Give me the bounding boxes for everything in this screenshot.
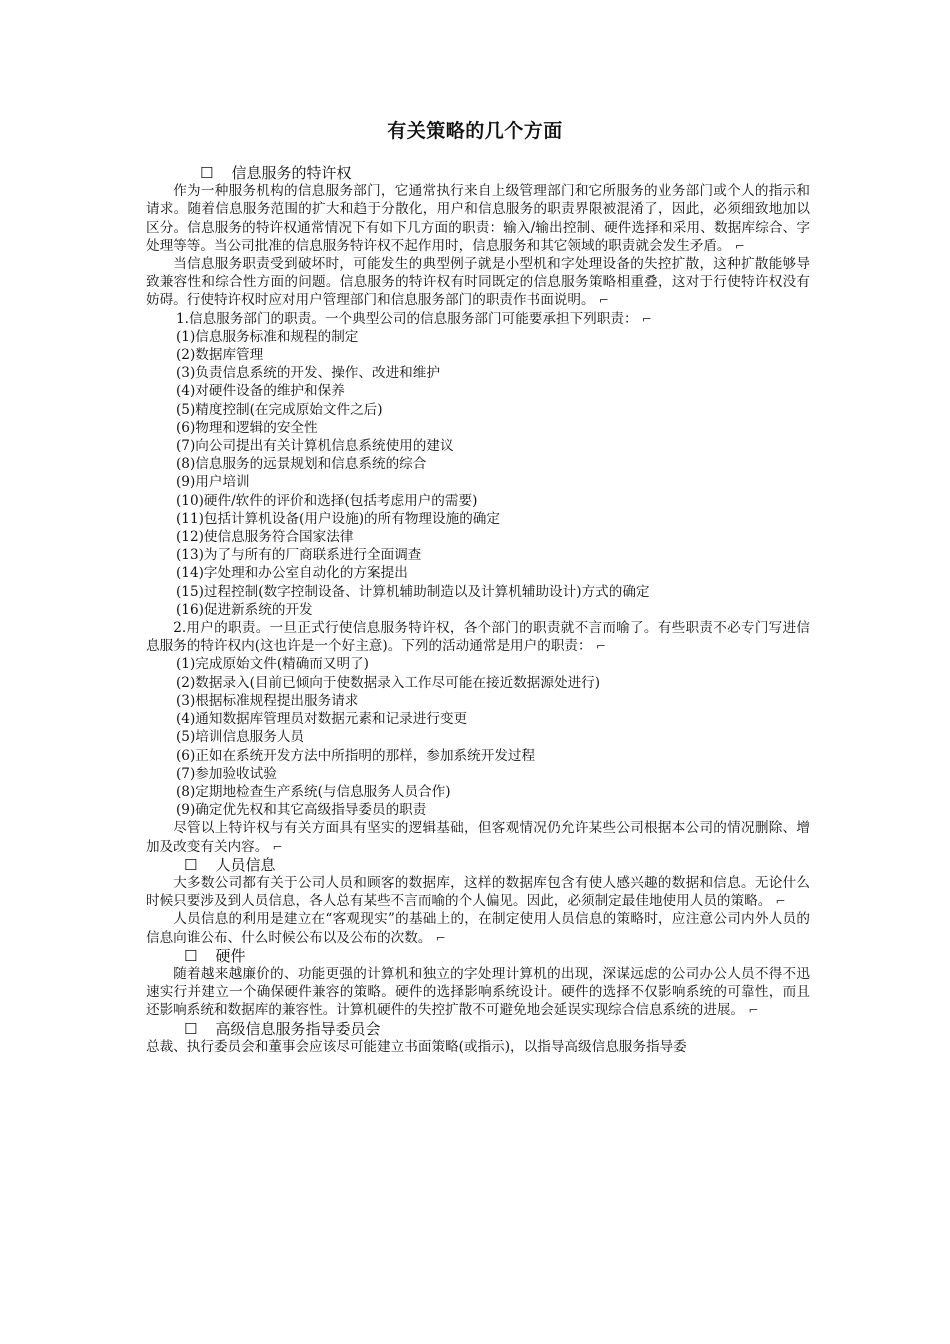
- list-item: (6)正如在系统开发方法中所指明的那样，参加系统开发过程: [176, 747, 536, 764]
- document-body: [146, 164, 810, 1056]
- section-heading-personnel: ☐ 人员信息: [184, 855, 276, 874]
- section-heading-franchise: ☐ 信息服务的特许权: [200, 164, 352, 182]
- list-item: (12)使信息服务符合国家法律: [176, 529, 354, 546]
- list-item: (8)定期地检查生产系统(与信息服务人员合作): [176, 783, 451, 800]
- paragraph: 总裁、执行委员会和董事会应该尽可能建立书面策略(或指示)，以指导高级信息服务指导委: [146, 1038, 687, 1055]
- section-heading-steering-committee: ☐ 高级信息服务指导委员会: [184, 1019, 381, 1038]
- list-intro: 1.信息服务部门的职责。一个典型公司的信息服务部门可能要承担下列职责： ⌐: [176, 310, 652, 327]
- list-item: (1)完成原始文件(精确而又明了): [176, 656, 369, 673]
- list-item: (9)用户培训: [176, 474, 250, 491]
- list-item: (9)确定优先权和其它高级指导委员的职责: [176, 802, 427, 819]
- paragraph: 尽管以上特许权与有关方面具有坚实的逻辑基础，但客观情况仍允许某些公司根据本公司的情况删除、增加及改变有关内容。 ⌐: [146, 820, 810, 855]
- list-item: (7)向公司提出有关计算机信息系统使用的建议: [176, 438, 454, 455]
- paragraph: 当信息服务职责受到破坏时，可能发生的典型例子就是小型机和字处理设备的失控扩散，这种扩散能够导致兼容性和综合性方面的问题。信息服务的特许权有时同既定的信息服务策略相重叠，这对于行使特许权没有妨碍。行使特许权时应对用户管理部门和信息服务部门的职责作书面说明。 ⌐: [146, 256, 810, 309]
- document-title: 有关策略的几个方面: [387, 120, 563, 142]
- list-item: (16)促进新系统的开发: [176, 601, 313, 618]
- list-item: (8)信息服务的远景规划和信息系统的综合: [176, 456, 427, 473]
- checkbox-icon: ☐: [184, 946, 198, 965]
- paragraph: 2.用户的职责。一旦正式行使信息服务特许权，各个部门的职责就不言而喻了。有些职责不必专门写进信息服务的特许权内(这也许是一个好主意)。下列的活动通常是用户的职责： ⌐: [146, 620, 810, 655]
- list-item: (6)物理和逻辑的安全性: [176, 419, 318, 436]
- paragraph: 大多数公司都有关于公司人员和顾客的数据库，这样的数据库包含有使人感兴趣的数据和信息。无论什么时候只要涉及到人员信息，各人总有某些不言而喻的个人偏见。因此，必须制定最佳地使用人员的策略。 ⌐: [146, 874, 810, 910]
- paragraph: 作为一种服务机构的信息服务部门，它通常执行来自上级管理部门和它所服务的业务部门或个人的指示和请求。随着信息服务范围的扩大和趋于分散化，用户和信息服务的职责界限被混淆了，因此，必须细致地加以区分。信息服务的特许权通常情况下有如下几方面的职责：输入/输出控制、硬件选择和采用、数据库综合、字处理等等。当公司批准的信息服务特许权不起作用时，信息服务和其它领域的职责就会发生矛盾。 ⌐: [146, 183, 810, 254]
- paragraph: 随着越来越廉价的、功能更强的计算机和独立的字处理计算机的出现，深谋远虑的公司办公人员不得不迅速实行并建立一个确保硬件兼容的策略。硬件的选择影响系统设计。硬件的选择不仅影响系统的可靠性，而且还影响系统和数据库的兼容性。计算机硬件的失控扩散不可避免地会延误实现综合信息系统的进展。 ⌐: [146, 965, 810, 1019]
- list-item: (1)信息服务标准和规程的制定: [176, 328, 359, 345]
- list-item: (7)参加验收试验: [176, 765, 277, 782]
- list-item: (10)硬件/软件的评价和选择(包括考虑用户的需要): [176, 492, 478, 509]
- list-item: (3)负责信息系统的开发、操作、改进和维护: [176, 365, 440, 382]
- checkbox-icon: ☐: [184, 1019, 198, 1038]
- list-item: (4)通知数据库管理员对数据元素和记录进行变更: [176, 711, 468, 728]
- list-item: (2)数据录入(目前已倾向于使数据录入工作尽可能在接近数据源处进行): [176, 674, 601, 691]
- list-item: (5)培训信息服务人员: [176, 729, 305, 746]
- list-item: (15)过程控制(数字控制设备、计算机辅助制造以及计算机辅助设计)方式的确定: [176, 583, 650, 600]
- paragraph: 人员信息的利用是建立在“客观现实”的基础上的，在制定使用人员信息的策略时，应注意公司内外人员的信息向谁公布、什么时候公布以及公布的次数。 ⌐: [146, 911, 810, 946]
- list-item: (5)精度控制(在完成原始文件之后): [176, 401, 383, 418]
- list-item: (13)为了与所有的厂商联系进行全面调查: [176, 547, 422, 564]
- list-item: (3)根据标准规程提出服务请求: [176, 692, 359, 709]
- list-item: (2)数据库管理: [176, 347, 264, 364]
- checkbox-icon: ☐: [200, 164, 214, 182]
- list-item: (14)字处理和办公室自动化的方案提出: [176, 565, 408, 582]
- list-item: (4)对硬件设备的维护和保养: [176, 383, 345, 400]
- checkbox-icon: ☐: [184, 855, 198, 874]
- list-item: (11)包括计算机设备(用户设施)的所有物理设施的确定: [176, 510, 500, 527]
- section-heading-hardware: ☐ 硬件: [184, 946, 246, 965]
